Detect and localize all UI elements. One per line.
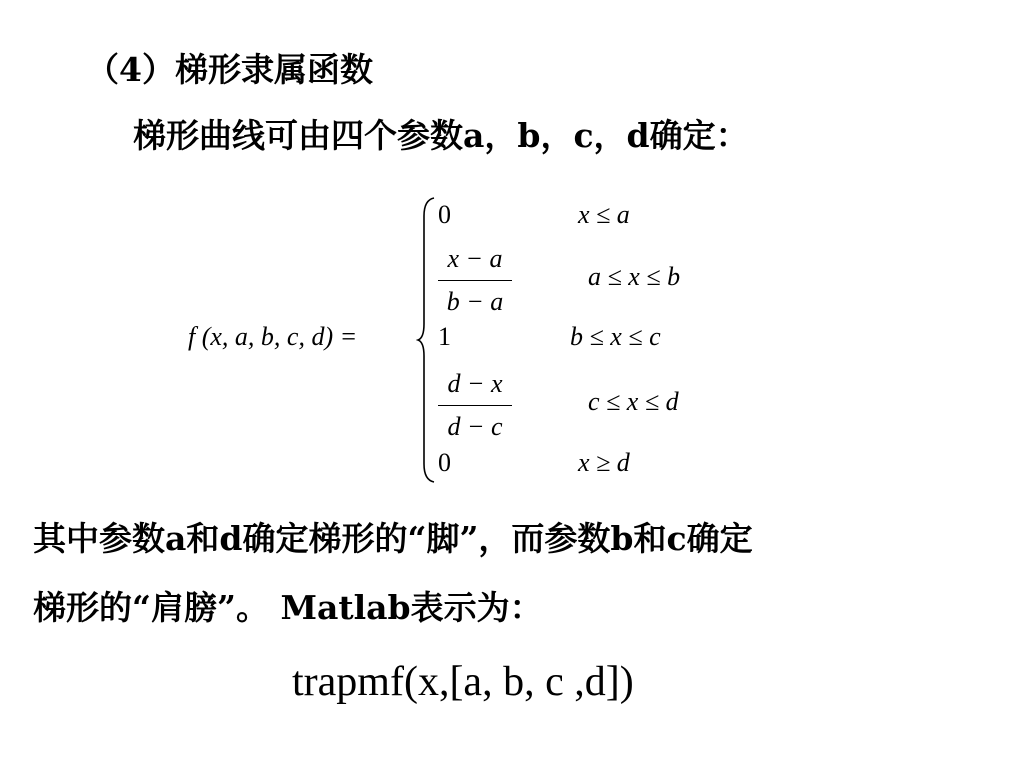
left-brace (416, 196, 438, 484)
matlab-code: trapmf(x,[a, b, c ,d]) (292, 659, 634, 705)
intro-text: 梯形曲线可由四个参数a，b，c，d确定： (133, 116, 749, 155)
case-5-value: 0 (438, 448, 451, 477)
explanation-line-1: 其中参数a和d确定梯形的“脚”，而参数b和c确定 (33, 519, 753, 558)
case-3-value: 1 (438, 322, 451, 351)
case-3-condition: b ≤ x ≤ c (570, 322, 661, 351)
case-1-value: 0 (438, 200, 451, 229)
case-2-fraction (436, 244, 514, 317)
explanation-line-2: 梯形的“肩膀”。 Matlab表示为： (33, 588, 543, 627)
case-1-condition: x ≤ a (578, 200, 630, 229)
formula-lhs: f (x, a, b, c, d) = (188, 322, 358, 351)
case-5-condition: x ≥ d (578, 448, 630, 477)
case-2-condition: a ≤ x ≤ b (588, 262, 681, 291)
case-4-condition: c ≤ x ≤ d (588, 387, 679, 416)
case-2-numerator: x − a (447, 244, 503, 273)
case-4-fraction (436, 369, 514, 442)
case-2-denominator: b − a (446, 287, 504, 317)
section-heading: （4）梯形隶属函数 (86, 50, 373, 89)
case-4-denominator: d − c (447, 412, 503, 442)
case-4-numerator: d − x (447, 369, 503, 398)
